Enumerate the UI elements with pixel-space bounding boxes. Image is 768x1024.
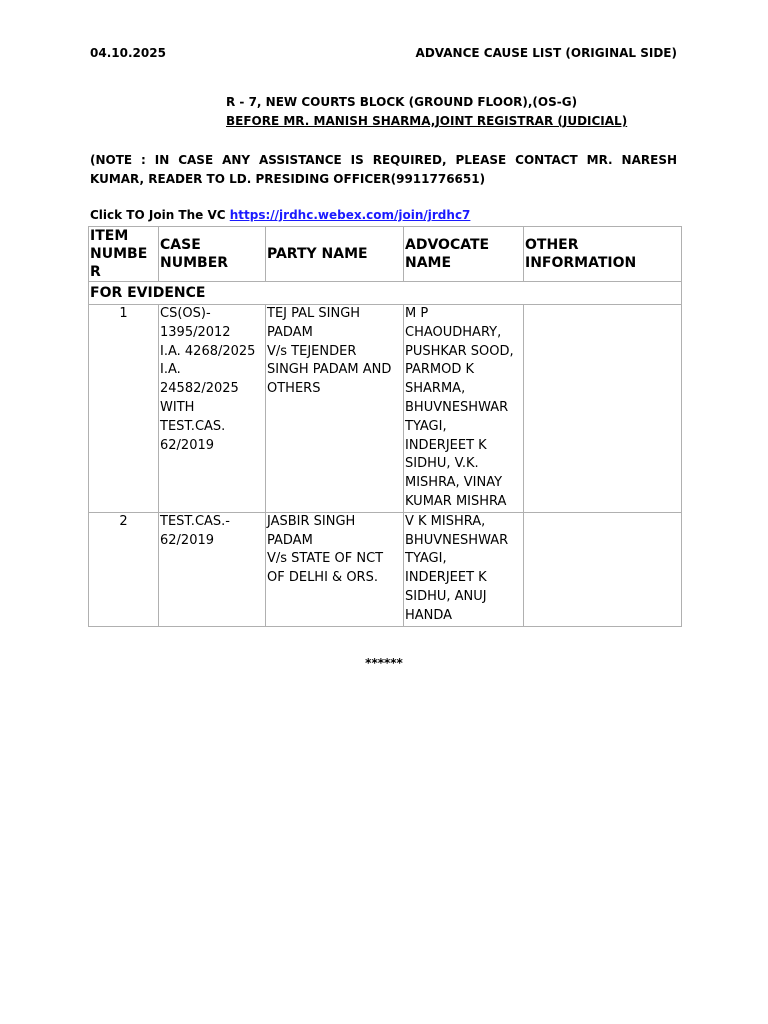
- case-number-cell: TEST.CAS.- 62/2019: [159, 512, 266, 626]
- vc-join-label: Click TO Join The VC: [90, 208, 230, 222]
- list-title: ADVANCE CAUSE LIST (ORIGINAL SIDE): [415, 46, 677, 60]
- presiding-officer: BEFORE MR. MANISH SHARMA,JOINT REGISTRAR (JUDICIAL): [226, 114, 628, 128]
- party-name-cell: TEJ PAL SINGH PADAM V/s TEJENDER SINGH PADAM AND OTHERS: [266, 305, 404, 513]
- end-of-list-marker: ******: [365, 656, 403, 670]
- other-information-cell: [524, 305, 682, 513]
- column-header-advocate-name: ADVOCATE NAME: [404, 227, 524, 282]
- cause-list-table: [88, 226, 682, 627]
- section-label: FOR EVIDENCE: [89, 282, 682, 305]
- table-header-row: [89, 227, 682, 282]
- column-header-other-information: OTHER INFORMATION: [524, 227, 682, 282]
- case-number-cell: CS(OS)- 1395/2012 I.A. 4268/2025 I.A. 24582/2025 WITH TEST.CAS. 62/2019: [159, 305, 266, 513]
- section-row: [89, 282, 682, 305]
- column-header-case-number: CASE NUMBER: [159, 227, 266, 282]
- court-location: R - 7, NEW COURTS BLOCK (GROUND FLOOR),(OS-G): [226, 95, 578, 109]
- item-number-cell: 1: [89, 305, 159, 513]
- assistance-note: (NOTE : IN CASE ANY ASSISTANCE IS REQUIRED, PLEASE CONTACT MR. NARESH KUMAR, READER TO LD. PRESIDING OFFICER(9911776651): [90, 153, 677, 186]
- vc-join-link[interactable]: https://jrdhc.webex.com/join/jrdhc7: [229, 208, 471, 222]
- list-date: 04.10.2025: [90, 46, 166, 60]
- item-number-cell: 2: [89, 512, 159, 626]
- party-name-cell: JASBIR SINGH PADAM V/s STATE OF NCT OF DELHI & ORS.: [266, 512, 404, 626]
- vc-join-line: [90, 208, 470, 222]
- other-information-cell: [524, 512, 682, 626]
- column-header-party-name: PARTY NAME: [266, 227, 404, 282]
- advocate-name-cell: M P CHAOUDHARY, PUSHKAR SOOD, PARMOD K SHARMA, BHUVNESHWAR TYAGI, INDERJEET K SIDHU, V.K. MISHRA, VINAY KUMAR MISHRA: [404, 305, 524, 513]
- advocate-name-cell: V K MISHRA, BHUVNESHWAR TYAGI, INDERJEET K SIDHU, ANUJ HANDA: [404, 512, 524, 626]
- table-row: [89, 512, 682, 626]
- table-row: [89, 305, 682, 513]
- column-header-item-number: ITEM NUMBER: [89, 227, 159, 282]
